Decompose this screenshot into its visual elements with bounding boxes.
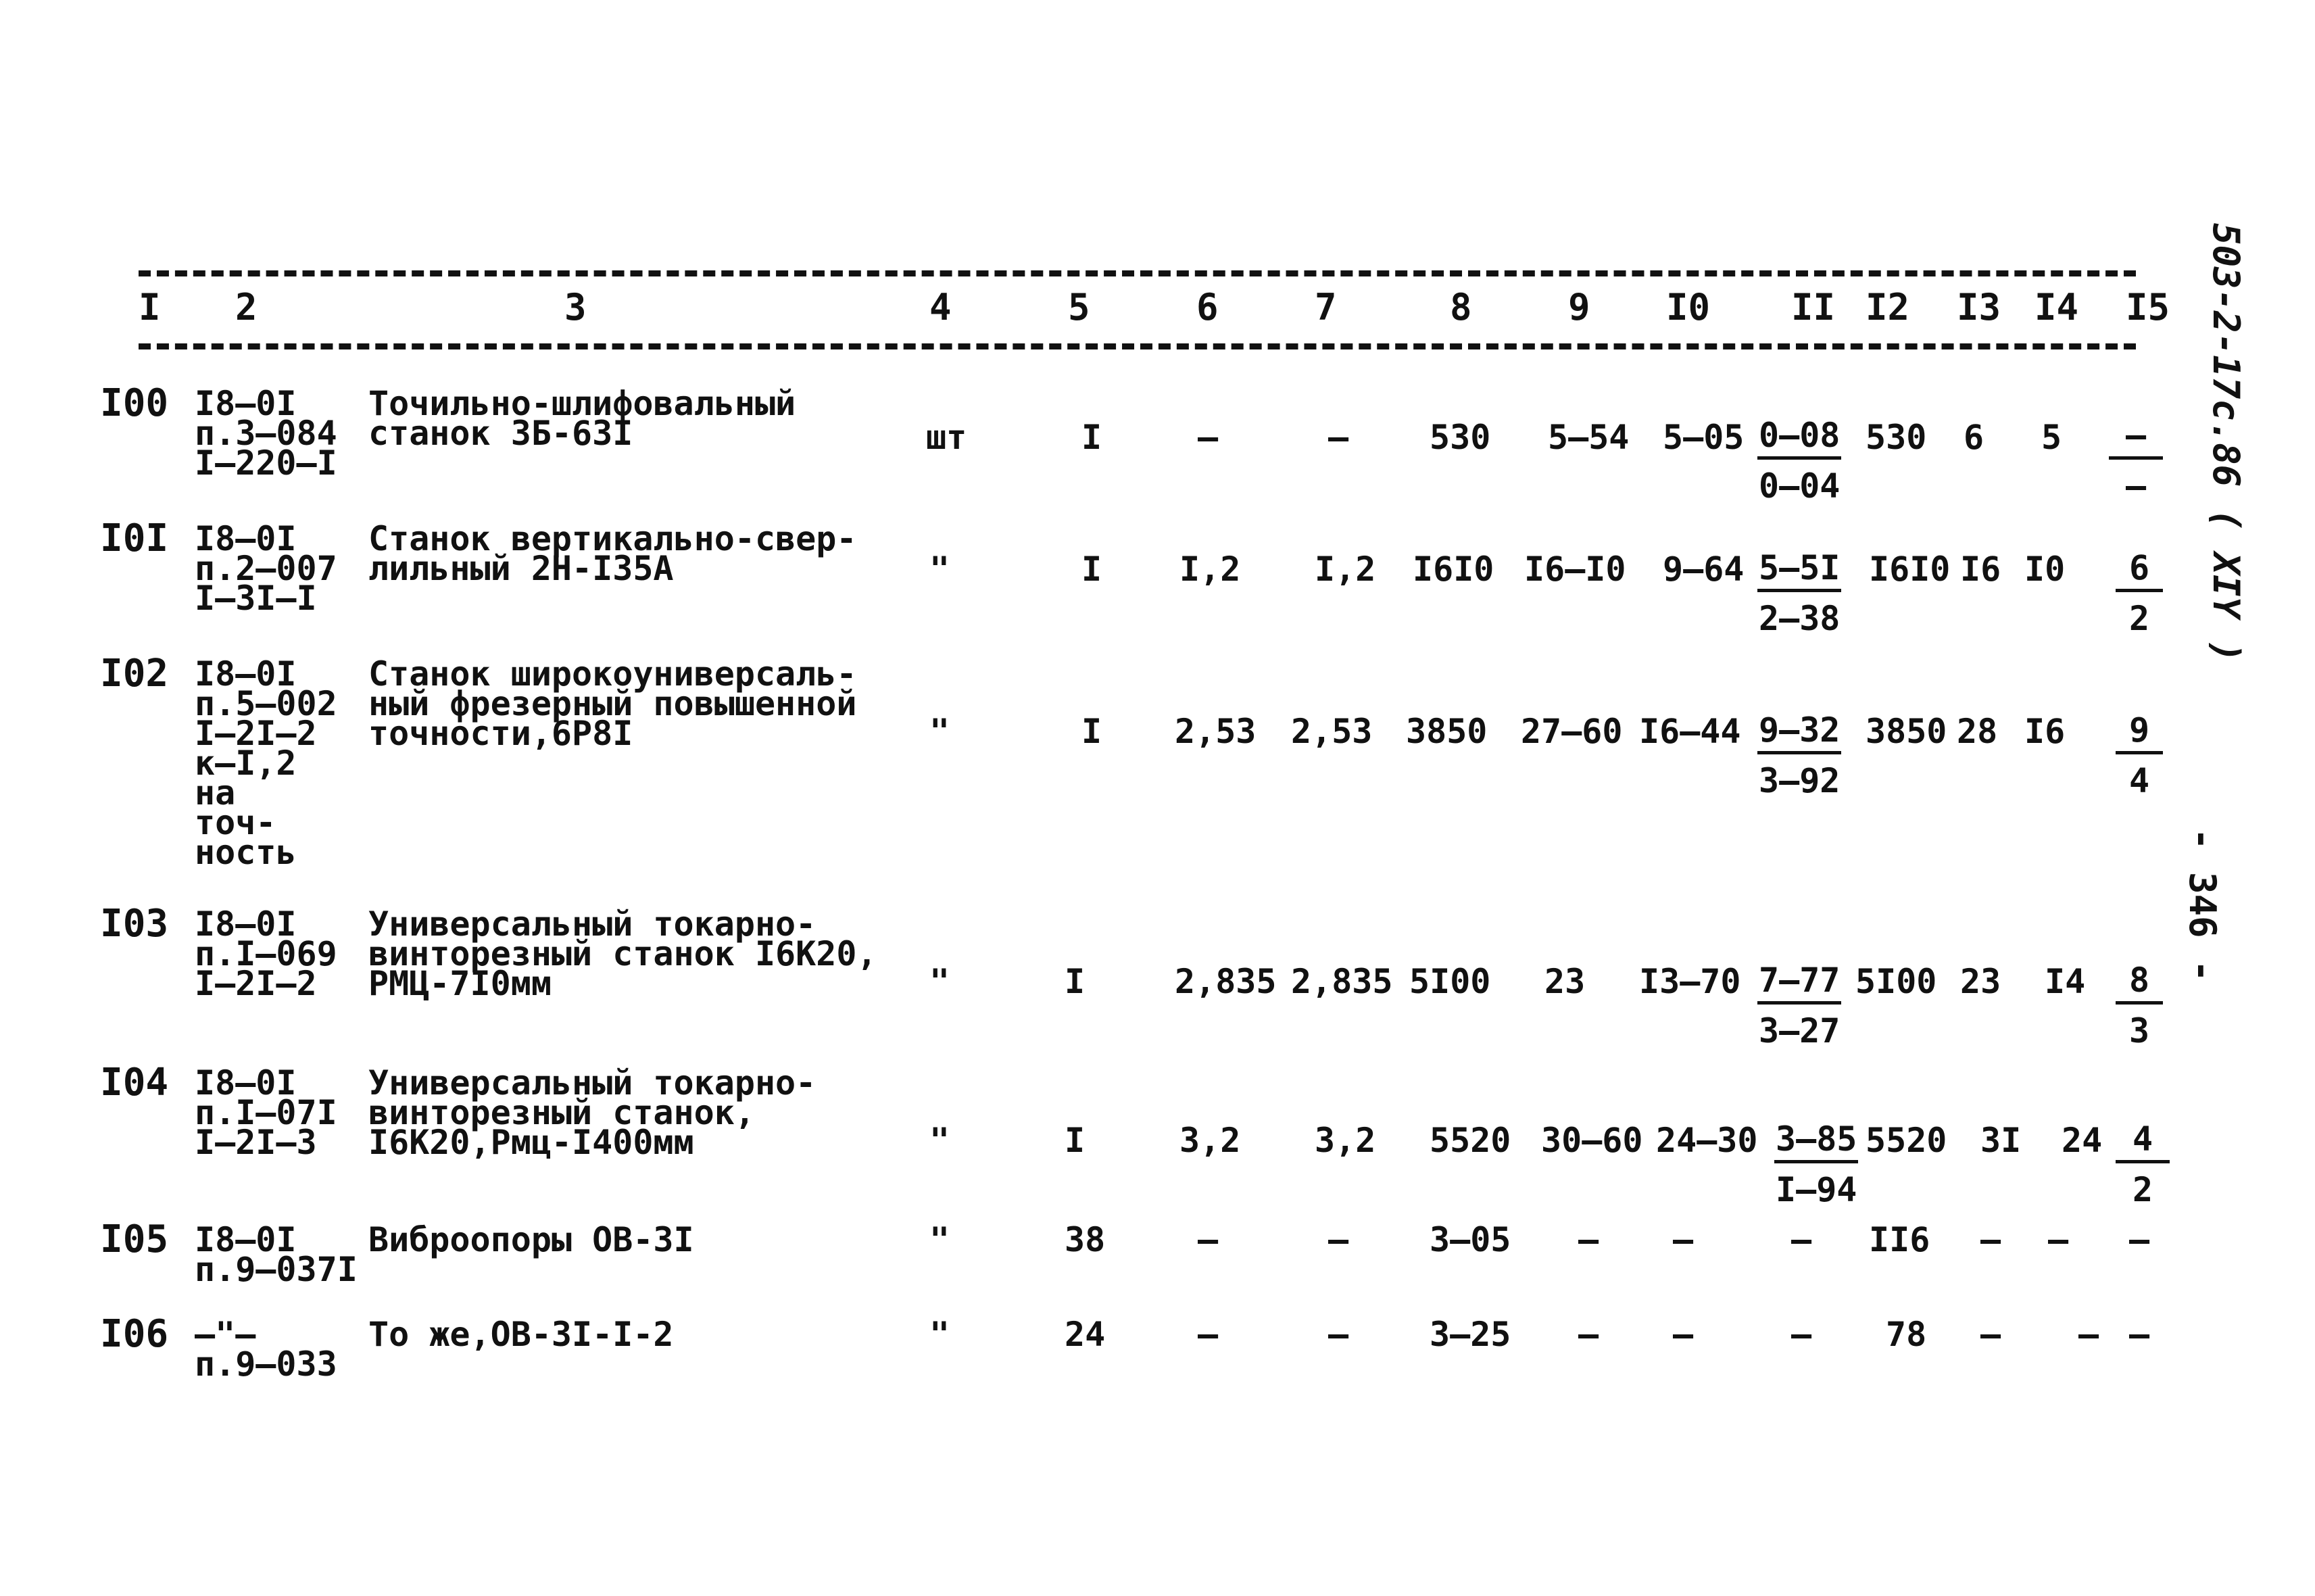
col-header-3: 3 xyxy=(564,286,587,329)
equipment-name xyxy=(368,1315,674,1354)
col10-value: 24–30 xyxy=(1656,1121,1758,1160)
unit: " xyxy=(929,962,950,1001)
col12-value: 530 xyxy=(1866,418,1927,457)
col7-value: – xyxy=(1328,418,1349,457)
fraction-numerator: 7–77 xyxy=(1757,963,1841,1005)
equipment-name xyxy=(368,384,796,453)
row-number: I04 xyxy=(100,1061,169,1105)
col15-fraction xyxy=(2109,416,2163,506)
col7-value: – xyxy=(1328,1220,1349,1259)
ref-line: I–220–I xyxy=(195,443,337,483)
equipment-name xyxy=(368,1220,694,1259)
ref-line: на xyxy=(195,773,236,813)
col6-value: 2,53 xyxy=(1175,712,1257,751)
col13-value: – xyxy=(1980,1220,2001,1259)
fraction-numerator: 5–5I xyxy=(1757,551,1841,592)
fraction-numerator: 4 xyxy=(2116,1122,2170,1163)
col6-value: 3,2 xyxy=(1179,1121,1241,1160)
name-line: станок 3Б-63I xyxy=(368,414,633,453)
col14-value: I0 xyxy=(2024,550,2066,589)
name-line: ный фрезерный повышенной xyxy=(368,684,857,723)
col14-value: 24 xyxy=(2062,1121,2103,1160)
col10-value: 5–05 xyxy=(1663,418,1745,457)
col8-value: 3–05 xyxy=(1430,1220,1511,1259)
reference-code xyxy=(195,1220,358,1289)
equipment-name xyxy=(368,1063,817,1162)
fraction-denominator: 2 xyxy=(2128,599,2150,638)
ref-line: I–2I–2 xyxy=(195,964,317,1003)
col14-value: I4 xyxy=(2045,962,2086,1001)
ref-line: –"– xyxy=(195,1315,256,1354)
col15-value: – xyxy=(2129,1315,2150,1354)
col-header-15: I5 xyxy=(2126,286,2170,329)
ref-line: I8–0I xyxy=(195,904,297,944)
col7-value: 2,835 xyxy=(1291,962,1393,1001)
col-header-2: 2 xyxy=(235,286,258,329)
col7-value: 3,2 xyxy=(1315,1121,1376,1160)
col13-value: I6 xyxy=(1960,550,2001,589)
ref-line: точ- xyxy=(195,803,276,842)
col7-value: 2,53 xyxy=(1291,712,1373,751)
reference-code xyxy=(195,519,337,618)
reference-code xyxy=(195,904,337,1003)
ref-line: к–I,2 xyxy=(195,744,297,783)
name-line: Универсальный токарно- xyxy=(368,904,817,944)
col13-value: – xyxy=(1980,1315,2001,1354)
unit: " xyxy=(929,1121,950,1160)
fraction-denominator: 2 xyxy=(2132,1170,2153,1209)
col-header-14: I4 xyxy=(2034,286,2079,329)
name-line: точности,6Р8I xyxy=(368,714,633,753)
header-top-rule xyxy=(139,270,2136,276)
reference-code xyxy=(195,1063,337,1162)
fraction-denominator: – xyxy=(2125,466,2147,506)
reference-code xyxy=(195,654,337,872)
ref-line: п.I–07I xyxy=(195,1093,337,1132)
col-header-4: 4 xyxy=(929,286,952,329)
col15-fraction xyxy=(2116,963,2163,1048)
unit: " xyxy=(929,550,950,589)
col-header-7: 7 xyxy=(1315,286,1337,329)
col8-value: 3–25 xyxy=(1430,1315,1511,1354)
reference-code xyxy=(195,384,337,483)
row-number: I03 xyxy=(100,902,169,946)
col-header-8: 8 xyxy=(1450,286,1472,329)
ref-line: п.3–084 xyxy=(195,414,337,453)
ref-line: I8–0I xyxy=(195,519,297,558)
col7-value: I,2 xyxy=(1315,550,1376,589)
fraction-numerator: – xyxy=(2109,418,2163,460)
col15-fraction xyxy=(2116,1119,2170,1209)
fraction-denominator: 2–38 xyxy=(1759,599,1841,638)
col14-value: – xyxy=(2078,1315,2099,1354)
name-line: лильный 2Н-I35А xyxy=(368,549,674,588)
fraction-denominator: 3 xyxy=(2128,1011,2150,1050)
col6-value: – xyxy=(1198,1220,1219,1259)
quantity: I xyxy=(1065,962,1086,1001)
unit: " xyxy=(929,1220,950,1259)
ref-line: I8–0I xyxy=(195,1063,297,1103)
fraction-numerator: 3–85 xyxy=(1774,1122,1858,1163)
col9-value: 30–60 xyxy=(1541,1121,1643,1160)
col8-value: 5520 xyxy=(1430,1121,1511,1160)
ref-line: I–2I–2 xyxy=(195,714,317,753)
col11-fraction xyxy=(1757,963,1841,1048)
col6-value: 2,835 xyxy=(1175,962,1277,1001)
col14-value: I6 xyxy=(2024,712,2066,751)
unit: шт xyxy=(926,418,967,457)
col11-fraction xyxy=(1774,1119,1858,1209)
col13-value: 3I xyxy=(1980,1121,2022,1160)
col-header-11: II xyxy=(1791,286,1836,329)
quantity: I xyxy=(1081,712,1102,751)
col11-value: – xyxy=(1791,1315,1812,1354)
col14-value: 5 xyxy=(2041,418,2062,457)
ref-line: I–3I–I xyxy=(195,579,317,618)
fraction-denominator: 3–27 xyxy=(1759,1011,1841,1050)
col-header-10: I0 xyxy=(1666,286,1711,329)
col12-value: II6 xyxy=(1869,1220,1930,1259)
header-bottom-rule xyxy=(139,343,2136,349)
ref-line: I8–0I xyxy=(195,1220,297,1259)
equipment-name xyxy=(368,904,877,1003)
row-number: I06 xyxy=(100,1312,169,1356)
col12-value: 3850 xyxy=(1866,712,1947,751)
fraction-numerator: 0–08 xyxy=(1757,418,1841,460)
col10-value: – xyxy=(1673,1220,1694,1259)
col11-fraction xyxy=(1757,548,1841,638)
col9-value: 23 xyxy=(1544,962,1586,1001)
quantity: I xyxy=(1081,550,1102,589)
fraction-numerator: 8 xyxy=(2116,963,2163,1005)
name-line: винторезный станок I6К20, xyxy=(368,934,877,973)
name-line: I6К20,Рмц-I400мм xyxy=(368,1123,694,1162)
col-header-1: I xyxy=(139,286,161,329)
col13-value: 23 xyxy=(1960,962,2001,1001)
col-header-9: 9 xyxy=(1568,286,1590,329)
name-line: Универсальный токарно- xyxy=(368,1063,817,1103)
ref-line: п.5–002 xyxy=(195,684,337,723)
fraction-numerator: 9 xyxy=(2116,713,2163,754)
document-code: 503-2-17с.86 ( XIY ) xyxy=(2205,223,2247,663)
row-number: I0I xyxy=(100,516,169,560)
fraction-numerator: 6 xyxy=(2116,551,2163,592)
name-line: Станок широкоуниверсаль- xyxy=(368,654,857,694)
row-number: I00 xyxy=(100,381,169,425)
unit: " xyxy=(929,1315,950,1354)
col-header-5: 5 xyxy=(1068,286,1090,329)
quantity: I xyxy=(1081,418,1102,457)
col10-value: I3–70 xyxy=(1639,962,1741,1001)
quantity: I xyxy=(1065,1121,1086,1160)
col9-value: 27–60 xyxy=(1521,712,1623,751)
col14-value: – xyxy=(2048,1220,2069,1259)
quantity: 38 xyxy=(1065,1220,1106,1259)
col10-value: – xyxy=(1673,1315,1694,1354)
col13-value: 28 xyxy=(1957,712,1998,751)
fraction-denominator: I–94 xyxy=(1776,1170,1857,1209)
col11-value: – xyxy=(1791,1220,1812,1259)
col10-value: I6–44 xyxy=(1639,712,1741,751)
fraction-denominator: 0–04 xyxy=(1759,466,1841,506)
ref-line: ность xyxy=(195,833,297,872)
ref-line: п.I–069 xyxy=(195,934,337,973)
col-header-6: 6 xyxy=(1196,286,1219,329)
col9-value: 5–54 xyxy=(1548,418,1630,457)
col15-value: – xyxy=(2129,1220,2150,1259)
col15-fraction xyxy=(2116,710,2163,800)
col6-value: – xyxy=(1198,418,1219,457)
page-number: - 346 - xyxy=(2181,828,2224,982)
col-header-12: I2 xyxy=(1866,286,1910,329)
quantity: 24 xyxy=(1065,1315,1106,1354)
col8-value: 3850 xyxy=(1406,712,1488,751)
ref-line: I–2I–3 xyxy=(195,1123,317,1162)
name-line: РМЦ-7I0мм xyxy=(368,964,552,1003)
ref-line: п.9–037I xyxy=(195,1250,358,1289)
row-number: I05 xyxy=(100,1217,169,1261)
col10-value: 9–64 xyxy=(1663,550,1745,589)
equipment-name xyxy=(368,654,857,753)
ref-line: I8–0I xyxy=(195,384,297,423)
name-line: Виброопоры ОВ-3I xyxy=(368,1220,694,1259)
col13-value: 6 xyxy=(1964,418,1984,457)
equipment-name xyxy=(368,519,857,588)
name-line: Точильно-шлифовальный xyxy=(368,384,796,423)
ref-line: I8–0I xyxy=(195,654,297,694)
col9-value: – xyxy=(1578,1315,1599,1354)
col12-value: 5520 xyxy=(1866,1121,1947,1160)
name-line: винторезный станок, xyxy=(368,1093,755,1132)
col6-value: – xyxy=(1198,1315,1219,1354)
col12-value: 5I00 xyxy=(1855,962,1937,1001)
name-line: То же,ОВ-3I-I-2 xyxy=(368,1315,674,1354)
fraction-numerator: 9–32 xyxy=(1757,713,1841,754)
ref-line: п.2–007 xyxy=(195,549,337,588)
col7-value: – xyxy=(1328,1315,1349,1354)
unit: " xyxy=(929,712,950,751)
col9-value: I6–I0 xyxy=(1524,550,1626,589)
col8-value: 5I00 xyxy=(1409,962,1491,1001)
col-header-13: I3 xyxy=(1957,286,2001,329)
fraction-denominator: 3–92 xyxy=(1759,761,1841,800)
col8-value: I6I0 xyxy=(1413,550,1494,589)
col12-value: I6I0 xyxy=(1869,550,1951,589)
name-line: Станок вертикально-свер- xyxy=(368,519,857,558)
col11-fraction xyxy=(1757,416,1841,506)
col6-value: I,2 xyxy=(1179,550,1241,589)
ref-line: п.9–033 xyxy=(195,1345,337,1384)
col8-value: 530 xyxy=(1430,418,1491,457)
fraction-denominator: 4 xyxy=(2128,761,2150,800)
row-number: I02 xyxy=(100,652,169,696)
col9-value: – xyxy=(1578,1220,1599,1259)
reference-code xyxy=(195,1315,337,1384)
col12-value: 78 xyxy=(1886,1315,1927,1354)
col11-fraction xyxy=(1757,710,1841,800)
col15-fraction xyxy=(2116,548,2163,638)
